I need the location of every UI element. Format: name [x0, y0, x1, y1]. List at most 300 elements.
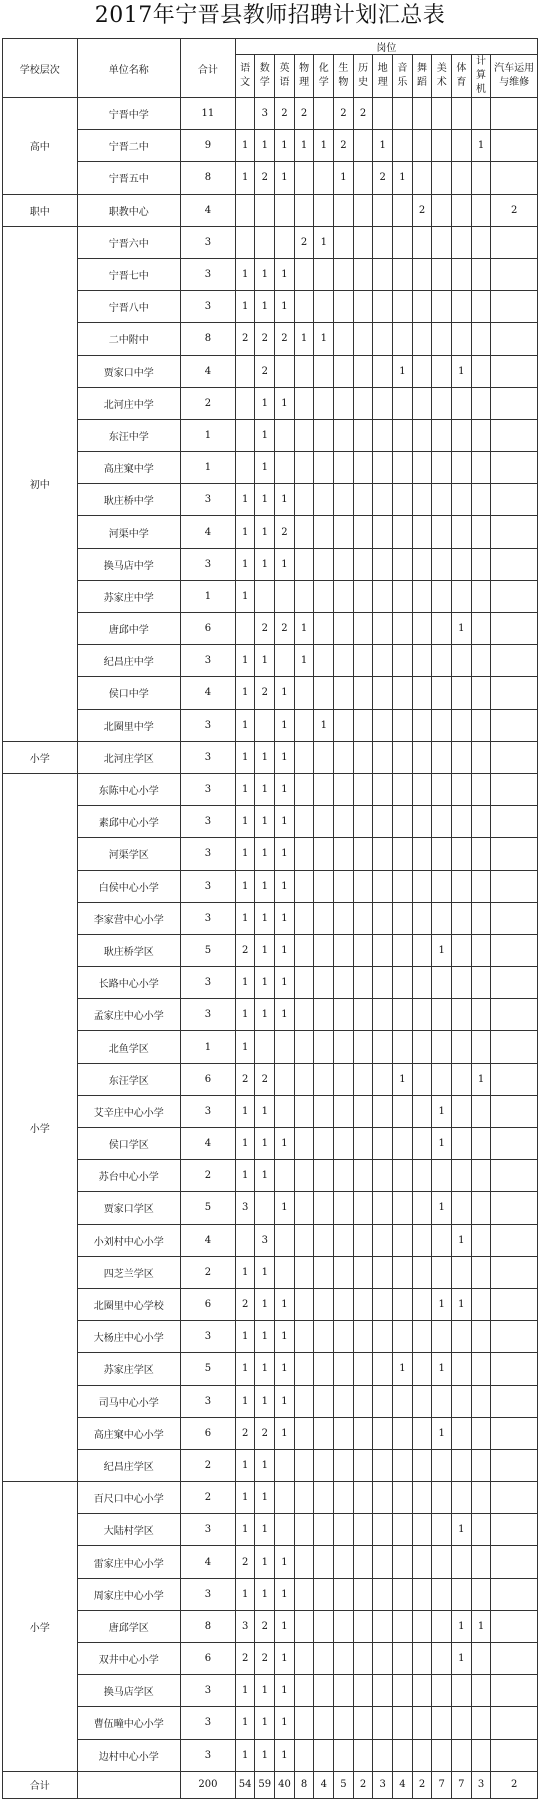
- position-count-cell: [314, 355, 334, 387]
- position-count-cell: [412, 387, 432, 419]
- table-row: [3, 1578, 538, 1610]
- row-total-cell: 6: [180, 1063, 235, 1095]
- position-count-cell: [491, 1643, 538, 1675]
- unit-name-cell: 北河庄学区: [77, 741, 180, 773]
- position-count-cell: 1: [275, 1192, 295, 1224]
- position-count-cell: [491, 1675, 538, 1707]
- position-count-cell: [275, 1063, 295, 1095]
- position-count-cell: 1: [255, 387, 275, 419]
- position-count-cell: [471, 645, 491, 677]
- row-total-cell: 8: [180, 1610, 235, 1642]
- position-count-cell: [491, 1128, 538, 1160]
- position-count-cell: [373, 1095, 393, 1127]
- position-count-cell: 2: [255, 323, 275, 355]
- position-count-cell: [294, 1224, 314, 1256]
- position-count-cell: [294, 1353, 314, 1385]
- position-count-cell: [393, 1578, 413, 1610]
- unit-name-cell: 贾家口学区: [77, 1192, 180, 1224]
- position-count-cell: [334, 1192, 354, 1224]
- unit-name-cell: 苏台中心小学: [77, 1160, 180, 1192]
- position-count-cell: 1: [235, 1739, 255, 1771]
- position-count-cell: [412, 1160, 432, 1192]
- position-count-cell: [412, 613, 432, 645]
- position-count-cell: 1: [235, 1128, 255, 1160]
- position-count-cell: [393, 1031, 413, 1063]
- position-count-cell: [373, 1385, 393, 1417]
- unit-name-cell: 大杨庄中心小学: [77, 1321, 180, 1353]
- position-count-cell: [412, 967, 432, 999]
- position-count-cell: 1: [235, 870, 255, 902]
- position-count-cell: [393, 548, 413, 580]
- position-count-cell: [373, 387, 393, 419]
- position-count-cell: [314, 1514, 334, 1546]
- table-row: [3, 1256, 538, 1288]
- table-row: [3, 516, 538, 548]
- position-count-cell: 1: [314, 226, 334, 258]
- position-count-cell: [452, 741, 472, 773]
- position-count-cell: 1: [275, 1546, 295, 1578]
- header-subject: 数学: [255, 55, 275, 98]
- position-count-cell: [275, 1514, 295, 1546]
- position-count-cell: 1: [255, 773, 275, 805]
- position-count-cell: [314, 516, 334, 548]
- page-title: 2017年宁晋县教师招聘计划汇总表: [94, 3, 446, 28]
- position-count-cell: [353, 162, 373, 194]
- position-count-cell: [353, 1578, 373, 1610]
- position-count-cell: [373, 1739, 393, 1771]
- position-count-cell: [275, 1095, 295, 1127]
- position-count-cell: 1: [255, 291, 275, 323]
- position-count-cell: 1: [235, 1160, 255, 1192]
- position-count-cell: [353, 1353, 373, 1385]
- position-count-cell: [412, 1675, 432, 1707]
- position-count-cell: [275, 580, 295, 612]
- row-total-cell: 3: [180, 645, 235, 677]
- position-count-cell: [491, 162, 538, 194]
- position-count-cell: [334, 1643, 354, 1675]
- position-count-cell: [471, 1160, 491, 1192]
- table-row: [3, 838, 538, 870]
- position-count-cell: [353, 387, 373, 419]
- position-count-cell: [452, 1256, 472, 1288]
- position-count-cell: 1: [275, 1578, 295, 1610]
- position-count-cell: [314, 1578, 334, 1610]
- position-count-cell: [275, 419, 295, 451]
- position-count-cell: [393, 580, 413, 612]
- position-count-cell: [334, 1031, 354, 1063]
- position-count-cell: [353, 1707, 373, 1739]
- position-count-cell: [491, 773, 538, 805]
- position-count-cell: 2: [235, 1546, 255, 1578]
- position-count-cell: [294, 1546, 314, 1578]
- position-count-cell: 1: [471, 130, 491, 162]
- table-row: [3, 677, 538, 709]
- unit-name-cell: 唐邱学区: [77, 1610, 180, 1642]
- position-count-cell: [373, 999, 393, 1031]
- header-positions: 岗位: [235, 39, 537, 55]
- position-count-cell: [471, 709, 491, 741]
- position-count-cell: [432, 548, 452, 580]
- position-count-cell: [334, 323, 354, 355]
- position-count-cell: [432, 773, 452, 805]
- position-count-cell: 1: [452, 1224, 472, 1256]
- position-count-cell: 1: [432, 1417, 452, 1449]
- row-total-cell: 3: [180, 773, 235, 805]
- unit-name-cell: 耿庄桥学区: [77, 934, 180, 966]
- position-count-cell: [275, 226, 295, 258]
- position-count-cell: [353, 1288, 373, 1320]
- unit-name-cell: 北河庄中学: [77, 387, 180, 419]
- position-count-cell: [294, 1192, 314, 1224]
- position-count-cell: 3: [235, 1610, 255, 1642]
- position-count-cell: [294, 1449, 314, 1481]
- unit-name-cell: 纪昌庄学区: [77, 1449, 180, 1481]
- position-count-cell: [432, 1675, 452, 1707]
- position-count-cell: 1: [275, 1675, 295, 1707]
- position-count-cell: [471, 1449, 491, 1481]
- position-count-cell: 1: [255, 484, 275, 516]
- position-count-cell: [471, 387, 491, 419]
- table-row: [3, 934, 538, 966]
- position-count-cell: [334, 291, 354, 323]
- position-count-cell: [432, 1224, 452, 1256]
- position-count-cell: 1: [235, 1031, 255, 1063]
- position-count-cell: [373, 548, 393, 580]
- position-count-cell: 1: [255, 1321, 275, 1353]
- row-total-cell: 3: [180, 291, 235, 323]
- position-count-cell: [452, 1417, 472, 1449]
- position-count-cell: [294, 194, 314, 226]
- position-count-cell: [432, 1482, 452, 1514]
- position-count-cell: [491, 355, 538, 387]
- position-count-cell: [353, 1256, 373, 1288]
- row-total-cell: 3: [180, 548, 235, 580]
- position-count-cell: [471, 548, 491, 580]
- position-count-cell: 1: [275, 387, 295, 419]
- table-row: [3, 999, 538, 1031]
- position-count-cell: [334, 1514, 354, 1546]
- position-count-cell: [491, 452, 538, 484]
- position-count-cell: [412, 1095, 432, 1127]
- position-count-cell: [275, 1256, 295, 1288]
- position-count-cell: 2: [353, 98, 373, 130]
- position-count-cell: 1: [255, 645, 275, 677]
- position-count-cell: [491, 902, 538, 934]
- unit-name-cell: 周家庄中心小学: [77, 1578, 180, 1610]
- position-count-cell: [373, 194, 393, 226]
- unit-name-cell: 雷家庄中心小学: [77, 1546, 180, 1578]
- position-count-cell: [412, 870, 432, 902]
- position-count-cell: [452, 580, 472, 612]
- position-count-cell: [294, 1707, 314, 1739]
- position-count-cell: [353, 709, 373, 741]
- position-count-cell: [393, 838, 413, 870]
- position-count-cell: [393, 645, 413, 677]
- position-count-cell: [314, 1063, 334, 1095]
- position-count-cell: [314, 291, 334, 323]
- position-count-cell: [334, 484, 354, 516]
- position-count-cell: [491, 709, 538, 741]
- row-total-cell: 11: [180, 98, 235, 130]
- position-count-cell: [275, 1031, 295, 1063]
- position-count-cell: [471, 1321, 491, 1353]
- position-count-cell: [412, 323, 432, 355]
- position-count-cell: [353, 613, 373, 645]
- position-count-cell: [353, 1449, 373, 1481]
- unit-name-cell: 纪昌庄中学: [77, 645, 180, 677]
- table-row: [3, 1675, 538, 1707]
- position-count-cell: [452, 1128, 472, 1160]
- position-count-cell: [471, 1224, 491, 1256]
- table-row: [3, 548, 538, 580]
- position-count-cell: [294, 1031, 314, 1063]
- position-count-cell: [412, 1707, 432, 1739]
- header-total: 合计: [180, 39, 235, 98]
- position-count-cell: [294, 838, 314, 870]
- position-count-cell: [393, 387, 413, 419]
- row-total-cell: 3: [180, 1578, 235, 1610]
- position-count-cell: [491, 741, 538, 773]
- position-count-cell: [353, 1160, 373, 1192]
- position-count-cell: [294, 1417, 314, 1449]
- position-count-cell: [471, 613, 491, 645]
- position-count-cell: [432, 1031, 452, 1063]
- table-row: [3, 98, 538, 130]
- position-count-cell: [294, 580, 314, 612]
- position-count-cell: 1: [275, 677, 295, 709]
- position-count-cell: [432, 870, 452, 902]
- position-count-cell: [491, 1321, 538, 1353]
- position-count-cell: [393, 1675, 413, 1707]
- position-count-cell: [294, 516, 314, 548]
- position-count-cell: [393, 516, 413, 548]
- table-row: [3, 355, 538, 387]
- position-count-cell: [412, 1128, 432, 1160]
- position-count-cell: [235, 194, 255, 226]
- position-count-cell: 1: [255, 967, 275, 999]
- position-count-cell: [471, 677, 491, 709]
- position-count-cell: [432, 226, 452, 258]
- position-count-cell: [334, 999, 354, 1031]
- position-count-cell: 1: [235, 709, 255, 741]
- position-count-cell: [334, 548, 354, 580]
- position-count-cell: 1: [275, 1385, 295, 1417]
- position-count-cell: [314, 1417, 334, 1449]
- position-count-cell: [353, 1610, 373, 1642]
- position-count-cell: [314, 677, 334, 709]
- position-count-cell: 1: [275, 806, 295, 838]
- position-count-cell: 1: [275, 870, 295, 902]
- position-count-cell: [275, 452, 295, 484]
- table-row: [3, 258, 538, 290]
- row-total-cell: 3: [180, 1675, 235, 1707]
- position-count-cell: [471, 484, 491, 516]
- position-count-cell: 1: [452, 613, 472, 645]
- position-count-cell: 1: [275, 1288, 295, 1320]
- position-count-cell: [471, 452, 491, 484]
- position-count-cell: [334, 1160, 354, 1192]
- unit-name-cell: 宁晋七中: [77, 258, 180, 290]
- unit-name-cell: 换马店学区: [77, 1675, 180, 1707]
- position-count-cell: [452, 806, 472, 838]
- header-unit: 单位名称: [77, 39, 180, 98]
- position-count-cell: [393, 1482, 413, 1514]
- position-count-cell: [412, 1546, 432, 1578]
- position-count-cell: [353, 1095, 373, 1127]
- school-level-cell: 小学: [3, 773, 78, 1481]
- position-count-cell: 1: [275, 548, 295, 580]
- unit-name-cell: 长路中心小学: [77, 967, 180, 999]
- position-count-cell: 3: [255, 98, 275, 130]
- position-count-cell: [491, 1482, 538, 1514]
- position-count-cell: [452, 1321, 472, 1353]
- position-count-cell: 2: [412, 194, 432, 226]
- position-count-cell: 3: [235, 1192, 255, 1224]
- subject-total-cell: 5: [334, 1771, 354, 1798]
- school-level-cell: 职中: [3, 194, 78, 226]
- position-count-cell: [412, 484, 432, 516]
- position-count-cell: [334, 773, 354, 805]
- position-count-cell: 2: [235, 1643, 255, 1675]
- table-row: [3, 1128, 538, 1160]
- position-count-cell: [393, 194, 413, 226]
- position-count-cell: [491, 806, 538, 838]
- position-count-cell: [471, 580, 491, 612]
- totals-label: 合计: [3, 1771, 78, 1798]
- position-count-cell: [255, 1031, 275, 1063]
- position-count-cell: [373, 741, 393, 773]
- position-count-cell: 1: [235, 999, 255, 1031]
- position-count-cell: 1: [275, 1610, 295, 1642]
- position-count-cell: [334, 1739, 354, 1771]
- position-count-cell: 2: [294, 226, 314, 258]
- position-count-cell: [314, 1482, 334, 1514]
- position-count-cell: 1: [235, 130, 255, 162]
- position-count-cell: [471, 773, 491, 805]
- row-total-cell: 5: [180, 934, 235, 966]
- position-count-cell: [491, 516, 538, 548]
- position-count-cell: [452, 516, 472, 548]
- position-count-cell: [393, 999, 413, 1031]
- position-count-cell: [294, 1643, 314, 1675]
- position-count-cell: [452, 419, 472, 451]
- position-count-cell: 1: [255, 516, 275, 548]
- position-count-cell: [393, 1449, 413, 1481]
- position-count-cell: 1: [235, 580, 255, 612]
- position-count-cell: [255, 194, 275, 226]
- position-count-cell: [314, 870, 334, 902]
- position-count-cell: [353, 741, 373, 773]
- position-count-cell: [452, 1449, 472, 1481]
- position-count-cell: [275, 1482, 295, 1514]
- position-count-cell: 1: [275, 1128, 295, 1160]
- position-count-cell: [432, 999, 452, 1031]
- table-row: [3, 1321, 538, 1353]
- position-count-cell: [353, 870, 373, 902]
- position-count-cell: [452, 1546, 472, 1578]
- position-count-cell: [255, 709, 275, 741]
- position-count-cell: [334, 741, 354, 773]
- position-count-cell: [353, 1643, 373, 1675]
- position-count-cell: [334, 870, 354, 902]
- position-count-cell: [432, 1643, 452, 1675]
- position-count-cell: 1: [235, 773, 255, 805]
- position-count-cell: 1: [432, 1288, 452, 1320]
- row-total-cell: 3: [180, 902, 235, 934]
- position-count-cell: [432, 709, 452, 741]
- unit-name-cell: 职教中心: [77, 194, 180, 226]
- position-count-cell: [432, 1514, 452, 1546]
- position-count-cell: [314, 1675, 334, 1707]
- position-count-cell: 1: [235, 902, 255, 934]
- position-count-cell: [393, 902, 413, 934]
- position-count-cell: [353, 355, 373, 387]
- position-count-cell: [432, 387, 452, 419]
- row-total-cell: 3: [180, 806, 235, 838]
- position-count-cell: 1: [255, 870, 275, 902]
- position-count-cell: 1: [294, 130, 314, 162]
- position-count-cell: [412, 1739, 432, 1771]
- position-count-cell: [314, 741, 334, 773]
- position-count-cell: [334, 902, 354, 934]
- table-row: [3, 773, 538, 805]
- position-count-cell: [373, 902, 393, 934]
- position-count-cell: [412, 806, 432, 838]
- position-count-cell: [452, 291, 472, 323]
- unit-name-cell: 双井中心小学: [77, 1643, 180, 1675]
- position-count-cell: [294, 999, 314, 1031]
- position-count-cell: 2: [334, 130, 354, 162]
- position-count-cell: [275, 194, 295, 226]
- position-count-cell: [314, 1643, 334, 1675]
- position-count-cell: [393, 1224, 413, 1256]
- header-subject: 计算机: [471, 55, 491, 98]
- position-count-cell: 2: [275, 323, 295, 355]
- position-count-cell: [432, 1063, 452, 1095]
- position-count-cell: 1: [255, 1707, 275, 1739]
- row-total-cell: 3: [180, 870, 235, 902]
- unit-name-cell: 曹伍疃中心小学: [77, 1707, 180, 1739]
- position-count-cell: [314, 838, 334, 870]
- position-count-cell: [334, 1321, 354, 1353]
- position-count-cell: [314, 1256, 334, 1288]
- table-row: [3, 870, 538, 902]
- row-total-cell: 4: [180, 194, 235, 226]
- table-row: [3, 1707, 538, 1739]
- position-count-cell: [334, 967, 354, 999]
- position-count-cell: 1: [235, 1482, 255, 1514]
- position-count-cell: [373, 806, 393, 838]
- position-count-cell: [235, 226, 255, 258]
- subject-total-cell: 2: [491, 1771, 538, 1798]
- position-count-cell: [353, 130, 373, 162]
- table-row: [3, 967, 538, 999]
- position-count-cell: [294, 1095, 314, 1127]
- position-count-cell: [373, 1321, 393, 1353]
- position-count-cell: [412, 645, 432, 677]
- position-count-cell: [471, 1353, 491, 1385]
- position-count-cell: [294, 484, 314, 516]
- unit-name-cell: 二中附中: [77, 323, 180, 355]
- position-count-cell: [275, 355, 295, 387]
- position-count-cell: 1: [235, 1707, 255, 1739]
- position-count-cell: [294, 548, 314, 580]
- position-count-cell: [373, 484, 393, 516]
- table-row: [3, 1449, 538, 1481]
- position-count-cell: [432, 194, 452, 226]
- position-count-cell: 1: [314, 130, 334, 162]
- position-count-cell: [314, 258, 334, 290]
